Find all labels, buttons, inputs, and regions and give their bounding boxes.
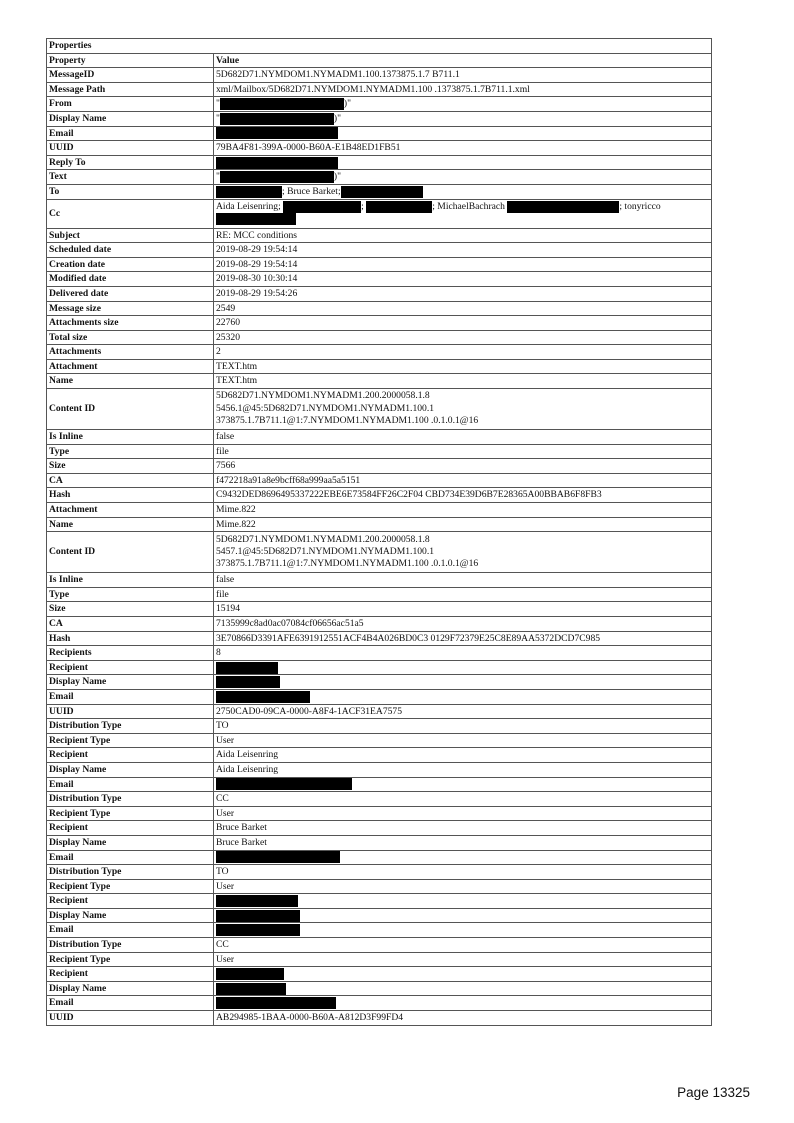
property-value — [214, 184, 712, 199]
table-row — [47, 459, 712, 474]
property-value: Bruce Barket — [214, 821, 712, 836]
property-label: Content ID — [47, 389, 214, 430]
property-label: UUID — [47, 704, 214, 719]
property-label: Recipient — [47, 660, 214, 675]
property-label: Distribution Type — [47, 792, 214, 807]
table-row — [47, 82, 712, 97]
redaction-block — [366, 201, 432, 213]
properties-table — [46, 38, 712, 1026]
table-row — [47, 923, 712, 938]
redaction-block — [507, 201, 619, 213]
quote-open: " — [216, 98, 220, 110]
property-label: Name — [47, 517, 214, 532]
property-label: Is Inline — [47, 430, 214, 445]
table-title-row — [47, 39, 712, 54]
property-value — [214, 996, 712, 1011]
property-value: User — [214, 879, 712, 894]
property-value: User — [214, 952, 712, 967]
property-value — [214, 967, 712, 982]
table-row — [47, 660, 712, 675]
redaction-block — [283, 201, 361, 213]
property-label: Total size — [47, 330, 214, 345]
content-id-line: 373875.1.7B711.1@1:7.NYMDOM1.NYMADM1.100 .0.1.0.1@16 — [216, 558, 479, 570]
redaction-block — [216, 983, 286, 995]
property-label: Email — [47, 923, 214, 938]
property-label: Size — [47, 459, 214, 474]
table-row — [47, 1011, 712, 1026]
property-value: CC — [214, 792, 712, 807]
table-row — [47, 996, 712, 1011]
table-row — [47, 894, 712, 909]
property-value — [214, 981, 712, 996]
table-row — [47, 792, 712, 807]
table-row — [47, 821, 712, 836]
property-value — [214, 170, 712, 185]
property-value: 5D682D71.NYMDOM1.NYMADM1.100.1373875.1.7 B711.1 — [214, 68, 712, 83]
table-row — [47, 389, 712, 430]
property-value: 8 — [214, 646, 712, 661]
table-row — [47, 286, 712, 301]
table-row — [47, 587, 712, 602]
table-row — [47, 675, 712, 690]
property-value — [214, 894, 712, 909]
redaction-block — [216, 968, 284, 980]
table-row — [47, 762, 712, 777]
table-row — [47, 488, 712, 503]
table-row — [47, 111, 712, 126]
table-row — [47, 865, 712, 880]
property-label: CA — [47, 617, 214, 632]
property-value: TO — [214, 865, 712, 880]
redaction-block — [216, 691, 310, 703]
property-label: Recipient — [47, 821, 214, 836]
table-row — [47, 952, 712, 967]
property-label: Text — [47, 170, 214, 185]
property-label: Recipients — [47, 646, 214, 661]
page-number: Page 13325 — [677, 1085, 750, 1100]
table-row — [47, 126, 712, 141]
property-label: Attachments size — [47, 316, 214, 331]
property-label: Display Name — [47, 835, 214, 850]
property-label: Message Path — [47, 82, 214, 97]
quote-close: )" — [343, 98, 352, 110]
redaction-block — [341, 186, 423, 198]
property-value: 7135999c8ad0ac07084cf06656ac51a5 — [214, 617, 712, 632]
property-value: TEXT.htm — [214, 359, 712, 374]
table-row — [47, 503, 712, 518]
table-row — [47, 155, 712, 170]
property-value — [214, 675, 712, 690]
table-row — [47, 777, 712, 792]
table-row — [47, 602, 712, 617]
table-row — [47, 689, 712, 704]
redaction-block — [220, 171, 334, 183]
table-row — [47, 704, 712, 719]
table-row — [47, 967, 712, 982]
table-row — [47, 141, 712, 156]
property-value: AB294985-1BAA-0000-B60A-A812D3F99FD4 — [214, 1011, 712, 1026]
table-row — [47, 330, 712, 345]
property-value: C9432DED8696495337222EBE6E73584FF26C2F04 CBD734E39D6B7E28365A00BBAB6F8FB3 — [214, 488, 712, 503]
property-value — [214, 389, 712, 430]
property-label: Type — [47, 444, 214, 459]
property-label: Distribution Type — [47, 719, 214, 734]
property-value — [214, 660, 712, 675]
property-label: Recipient Type — [47, 733, 214, 748]
property-value: xml/Mailbox/5D682D71.NYMDOM1.NYMADM1.100 .1373875.1.7B711.1.xml — [214, 82, 712, 97]
table-row — [47, 850, 712, 865]
property-value: 2019-08-29 19:54:14 — [214, 257, 712, 272]
property-value: TEXT.htm — [214, 374, 712, 389]
property-value — [214, 908, 712, 923]
redaction-block — [216, 157, 338, 169]
property-label: Display Name — [47, 675, 214, 690]
property-label: UUID — [47, 141, 214, 156]
property-value — [214, 111, 712, 126]
property-label: Recipient Type — [47, 952, 214, 967]
property-label: Attachments — [47, 345, 214, 360]
property-label: Distribution Type — [47, 865, 214, 880]
redaction-block — [216, 910, 300, 922]
property-label: Attachment — [47, 503, 214, 518]
cc-text-3: ; MichaelBachrach — [432, 200, 505, 212]
property-value — [214, 777, 712, 792]
table-row — [47, 473, 712, 488]
property-label: MessageID — [47, 68, 214, 83]
redaction-block — [216, 186, 282, 198]
property-value — [214, 155, 712, 170]
property-value: 2 — [214, 345, 712, 360]
table-row — [47, 981, 712, 996]
cc-text-1: Aida Leisenring; — [216, 200, 281, 212]
property-value: false — [214, 430, 712, 445]
redaction-block — [216, 676, 280, 688]
property-label: Recipient Type — [47, 879, 214, 894]
table-title: Properties — [47, 39, 712, 54]
property-value: file — [214, 444, 712, 459]
column-header-value: Value — [214, 53, 712, 68]
table-row — [47, 835, 712, 850]
property-value: 22760 — [214, 316, 712, 331]
table-header-row — [47, 53, 712, 68]
table-row — [47, 68, 712, 83]
property-label: Message size — [47, 301, 214, 316]
property-label: Recipient — [47, 967, 214, 982]
property-label: Reply To — [47, 155, 214, 170]
property-value: 25320 — [214, 330, 712, 345]
table-row — [47, 243, 712, 258]
table-row — [47, 228, 712, 243]
property-label: Is Inline — [47, 573, 214, 588]
property-value — [214, 97, 712, 112]
property-label: Hash — [47, 631, 214, 646]
property-label: Name — [47, 374, 214, 389]
property-label: Size — [47, 602, 214, 617]
property-value: 15194 — [214, 602, 712, 617]
table-row — [47, 359, 712, 374]
content-id-line: 373875.1.7B711.1@1:7.NYMDOM1.NYMADM1.100 .0.1.0.1@16 — [216, 415, 479, 427]
property-label: Email — [47, 126, 214, 141]
table-row — [47, 631, 712, 646]
property-value: CC — [214, 938, 712, 953]
property-label: Cc — [47, 199, 214, 228]
redaction-block — [220, 113, 334, 125]
redaction-block — [216, 662, 278, 674]
property-label: Delivered date — [47, 286, 214, 301]
table-row — [47, 97, 712, 112]
table-row — [47, 719, 712, 734]
table-row — [47, 444, 712, 459]
table-row — [47, 748, 712, 763]
table-row — [47, 517, 712, 532]
property-label: Display Name — [47, 981, 214, 996]
property-label: Attachment — [47, 359, 214, 374]
property-label: Content ID — [47, 532, 214, 573]
property-label: Display Name — [47, 908, 214, 923]
property-label: CA — [47, 473, 214, 488]
property-value: file — [214, 587, 712, 602]
cc-text-4: ; tonyricco — [619, 200, 661, 212]
redaction-block — [216, 895, 298, 907]
content-id-line: 5D682D71.NYMDOM1.NYMADM1.200.2000058.1.8 — [216, 390, 430, 402]
property-label: Distribution Type — [47, 938, 214, 953]
table-row — [47, 316, 712, 331]
property-label: Hash — [47, 488, 214, 503]
table-row — [47, 532, 712, 573]
redaction-block — [216, 924, 300, 936]
property-value — [214, 850, 712, 865]
table-row — [47, 199, 712, 228]
property-label: Display Name — [47, 111, 214, 126]
property-value: 2750CAD0-09CA-0000-A8F4-1ACF31EA7575 — [214, 704, 712, 719]
property-value: Bruce Barket — [214, 835, 712, 850]
redaction-block — [216, 127, 338, 139]
cc-text-2: ; — [361, 200, 364, 212]
table-row — [47, 806, 712, 821]
content-id-line: 5D682D71.NYMDOM1.NYMADM1.200.2000058.1.8 — [216, 533, 430, 545]
property-value: 2019-08-29 19:54:14 — [214, 243, 712, 258]
redaction-block — [216, 997, 336, 1009]
property-value — [214, 126, 712, 141]
table-row — [47, 908, 712, 923]
property-value: false — [214, 573, 712, 588]
property-label: Type — [47, 587, 214, 602]
property-value: 2019-08-30 10:30:14 — [214, 272, 712, 287]
property-value: 3E70866D3391AFE6391912551ACF4B4A026BD0C3 0129F72379E25C8E89AA5372DCD7C985 — [214, 631, 712, 646]
table-row — [47, 374, 712, 389]
table-row — [47, 301, 712, 316]
table-row — [47, 617, 712, 632]
property-value — [214, 532, 712, 573]
to-separator: ; Bruce Barket; — [282, 185, 341, 197]
property-label: Email — [47, 850, 214, 865]
table-row — [47, 257, 712, 272]
quote-close: )" — [333, 112, 342, 124]
table-row — [47, 646, 712, 661]
table-row — [47, 345, 712, 360]
quote-open: " — [216, 112, 220, 124]
quote-open: " — [216, 171, 220, 183]
property-label: UUID — [47, 1011, 214, 1026]
property-value: 2019-08-29 19:54:26 — [214, 286, 712, 301]
table-row — [47, 170, 712, 185]
property-value: Mime.822 — [214, 503, 712, 518]
content-id-line: 5456.1@45:5D682D71.NYMDOM1.NYMADM1.100.1 — [216, 402, 435, 414]
property-value: Mime.822 — [214, 517, 712, 532]
property-value — [214, 199, 712, 228]
property-value: Aida Leisenring — [214, 762, 712, 777]
property-value — [214, 689, 712, 704]
property-label: Email — [47, 777, 214, 792]
property-label: Subject — [47, 228, 214, 243]
quote-close: )" — [333, 171, 342, 183]
property-value: User — [214, 733, 712, 748]
property-value: RE: MCC conditions — [214, 228, 712, 243]
content-id-line: 5457.1@45:5D682D71.NYMDOM1.NYMADM1.100.1 — [216, 546, 435, 558]
column-header-property: Property — [47, 53, 214, 68]
table-row — [47, 430, 712, 445]
property-label: Recipient — [47, 894, 214, 909]
property-label: Recipient — [47, 748, 214, 763]
property-label: Scheduled date — [47, 243, 214, 258]
property-value: 2549 — [214, 301, 712, 316]
table-row — [47, 573, 712, 588]
property-label: Recipient Type — [47, 806, 214, 821]
redaction-block — [220, 98, 344, 110]
table-row — [47, 272, 712, 287]
redaction-block — [216, 778, 352, 790]
table-row — [47, 879, 712, 894]
property-value: TO — [214, 719, 712, 734]
redaction-block — [216, 213, 296, 225]
property-value: f472218a91a8e9bcff68a999aa5a5151 — [214, 473, 712, 488]
property-label: To — [47, 184, 214, 199]
property-value: 79BA4F81-399A-0000-B60A-E1B48ED1FB51 — [214, 141, 712, 156]
table-row — [47, 733, 712, 748]
property-label: Email — [47, 689, 214, 704]
redaction-block — [216, 851, 340, 863]
table-row — [47, 184, 712, 199]
property-label: Modified date — [47, 272, 214, 287]
property-label: From — [47, 97, 214, 112]
property-value: Aida Leisenring — [214, 748, 712, 763]
property-value: 7566 — [214, 459, 712, 474]
property-value: User — [214, 806, 712, 821]
property-value — [214, 923, 712, 938]
property-label: Display Name — [47, 762, 214, 777]
property-label: Creation date — [47, 257, 214, 272]
property-label: Email — [47, 996, 214, 1011]
table-row — [47, 938, 712, 953]
